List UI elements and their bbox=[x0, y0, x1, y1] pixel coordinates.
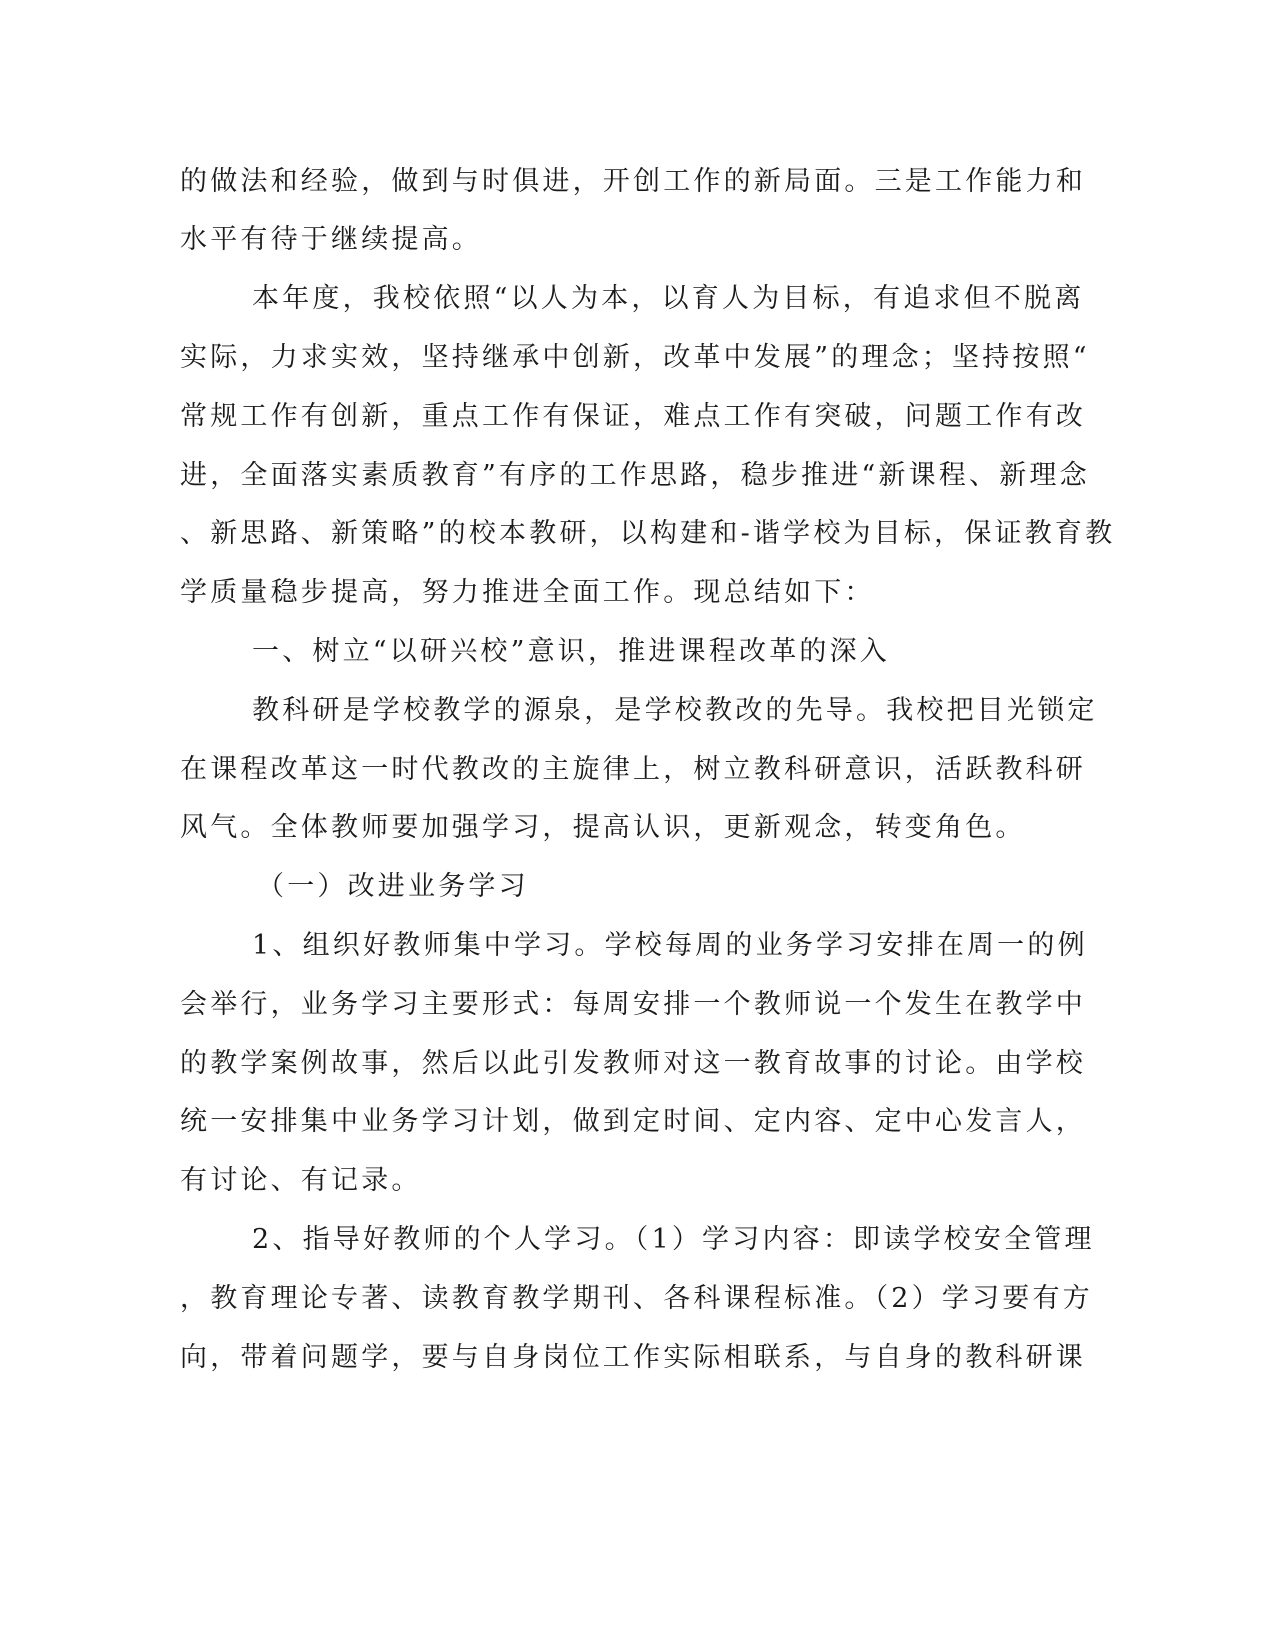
text-line: 教科研是学校教学的源泉，是学校教改的先导。我校把目光锁定 bbox=[252, 695, 1098, 726]
text-line: 向，带着问题学，要与自身岗位工作实际相联系，与自身的教科研课 bbox=[180, 1342, 1086, 1373]
text-line: 统一安排集中业务学习计划，做到定时间、定内容、定中心发言人， bbox=[180, 1106, 1086, 1137]
text-line: 常规工作有创新，重点工作有保证，难点工作有突破，问题工作有改 bbox=[180, 401, 1086, 432]
section-heading: 一、树立“以研兴校”意识，推进课程改革的深入 bbox=[252, 636, 891, 667]
text-line: 1、组织好教师集中学习。学校每周的业务学习安排在周一的例 bbox=[252, 930, 1088, 961]
text-line: 会举行，业务学习主要形式：每周安排一个教师说一个发生在教学中 bbox=[180, 989, 1086, 1020]
text-line: 水平有待于继续提高。 bbox=[180, 224, 482, 255]
text-line: 在课程改革这一时代教改的主旋律上，树立教科研意识，活跃教科研 bbox=[180, 754, 1086, 785]
text-line: 、新思路、新策略”的校本教研，以构建和-谐学校为目标，保证教育教 bbox=[180, 518, 1116, 549]
text-line: ，教育理论专著、读教育教学期刊、各科课程标准。（2）学习要有方 bbox=[180, 1283, 1093, 1314]
text-line: 的做法和经验，做到与时俱进，开创工作的新局面。三是工作能力和 bbox=[180, 166, 1086, 197]
text-line: 实际，力求实效，坚持继承中创新，改革中发展”的理念；坚持按照“ bbox=[180, 342, 1090, 373]
subsection-heading: （一）改进业务学习 bbox=[257, 871, 529, 902]
text-line: 有讨论、有记录。 bbox=[180, 1165, 422, 1196]
text-line: 的教学案例故事，然后以此引发教师对这一教育故事的讨论。由学校 bbox=[180, 1048, 1086, 1079]
text-line: 学质量稳步提高，努力推进全面工作。现总结如下： bbox=[180, 577, 875, 608]
text-line: 2、指导好教师的个人学习。（1）学习内容：即读学校安全管理 bbox=[252, 1224, 1095, 1255]
text-line: 风气。全体教师要加强学习，提高认识，更新观念，转变角色。 bbox=[180, 812, 1026, 843]
text-line: 本年度，我校依照“以人为本，以育人为目标，有追求但不脱离 bbox=[252, 283, 1085, 314]
text-line: 进，全面落实素质教育”有序的工作思路，稳步推进“新课程、新理念 bbox=[180, 460, 1090, 491]
